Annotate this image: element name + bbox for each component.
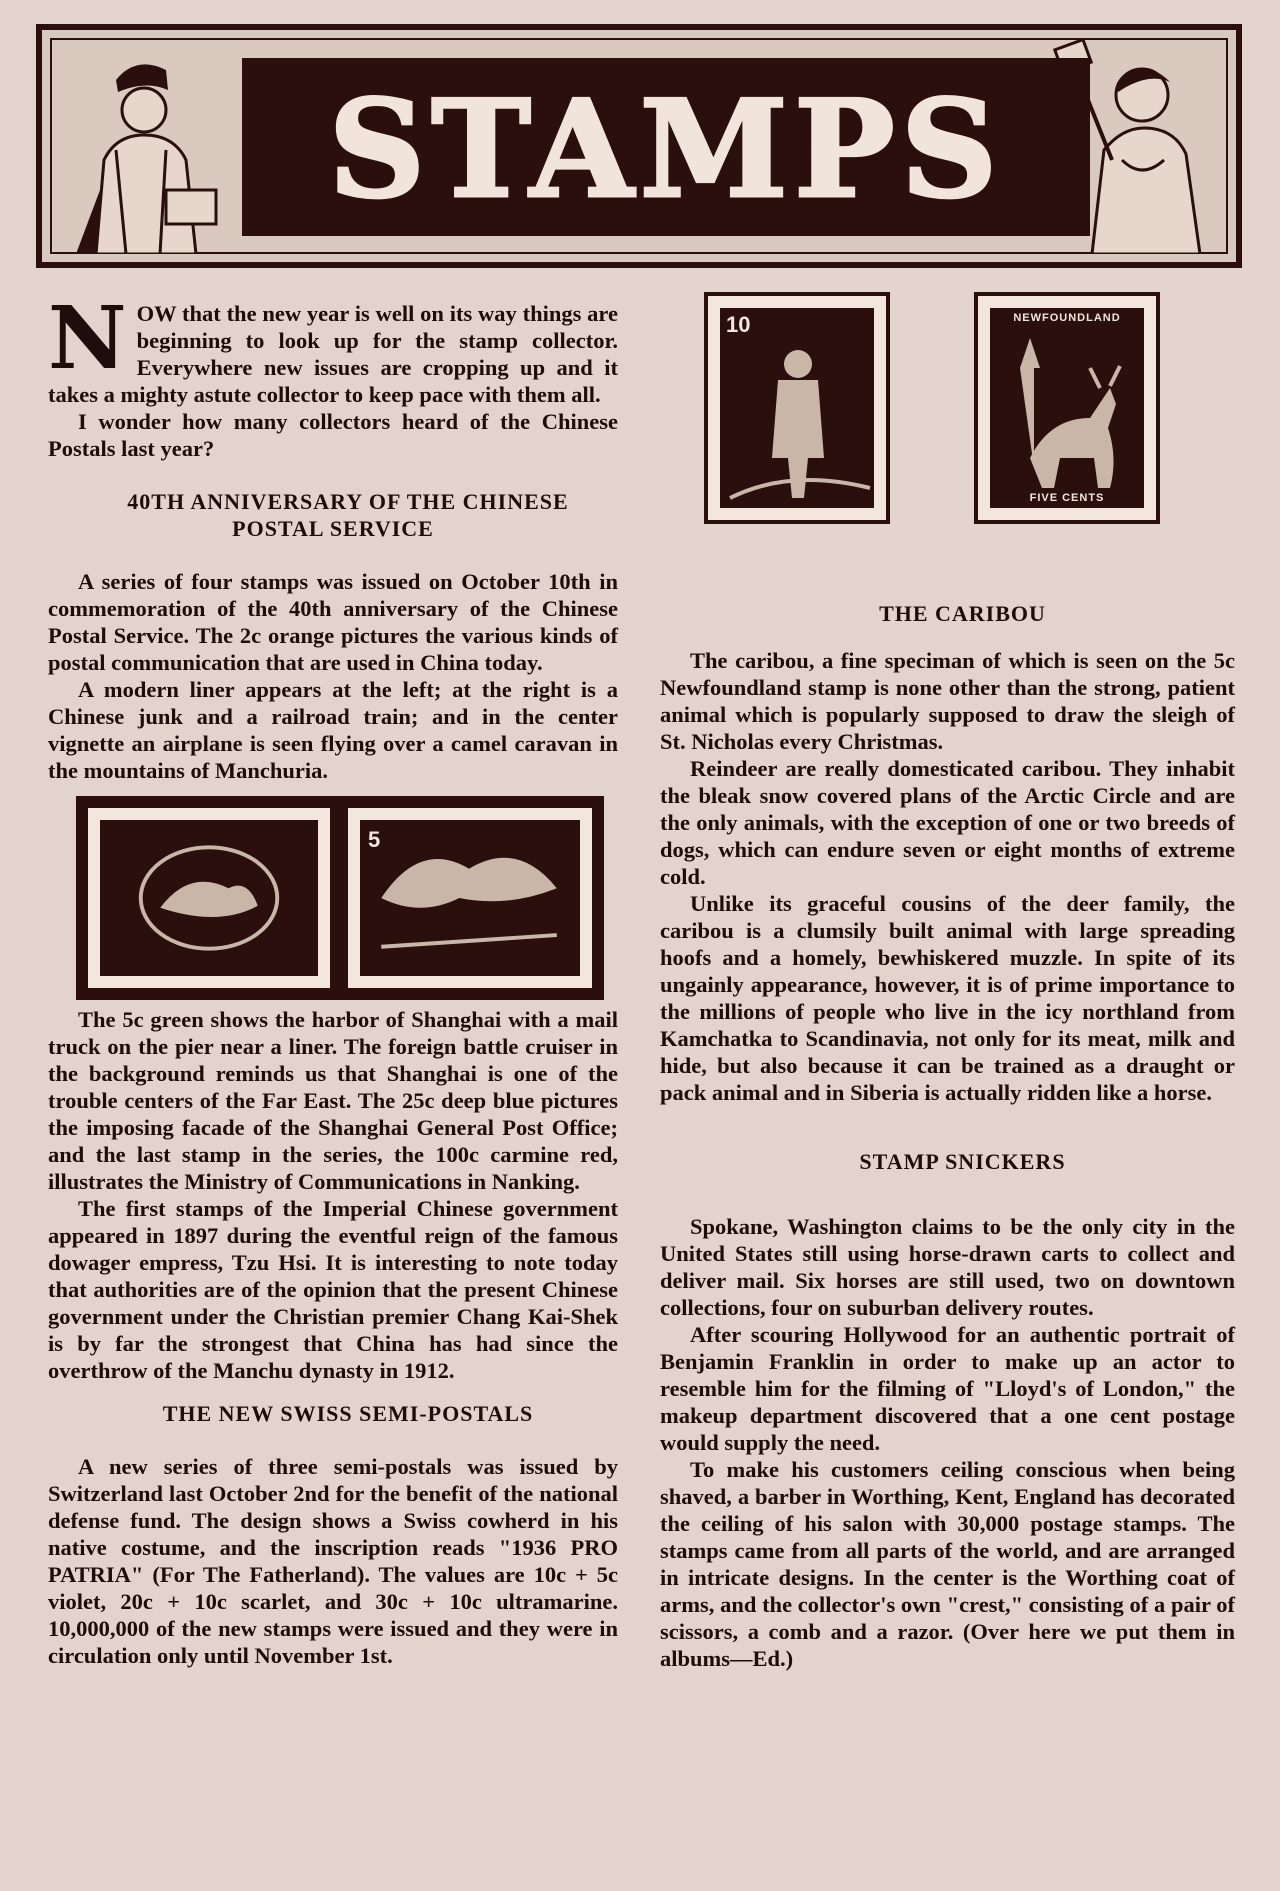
header-banner bbox=[36, 24, 1242, 268]
body-paragraph: The 5c green shows the harbor of Shanghai with a mail truck on the pier near a liner. The foreign battle cruiser in the background reminds us that Shanghai is one of the trouble centers of the Far East. The 25c deep blue pictures the imposing facade of the Shanghai General Post Office; and the last stamp in the series, the 100c carmine red, illustrates the Ministry of Communications in Nanking. bbox=[48, 1007, 618, 1194]
section-heading-swiss: THE NEW SWISS SEMI-POSTALS bbox=[162, 1401, 534, 1426]
body-paragraph: A new series of three semi-postals was issued by Switzerland last October 2nd for the benefit of the national defense fund. The design shows a Swiss cowherd in his native costume, and the inscription reads "1936 PRO PATRIA" (For The Fatherland). The values are 10c + 5c violet, 20c + 10c scarlet, and 30c + 10c ultramarine. 10,000,000 of the new stamps were issued and they were in circulation only until November 1st. bbox=[48, 1454, 618, 1668]
section-heading-snickers: STAMP SNICKERS bbox=[859, 1149, 1066, 1174]
stamp-vignette bbox=[720, 308, 874, 508]
left-column bbox=[48, 288, 618, 1669]
stamp-value: 5 bbox=[368, 827, 381, 852]
body-paragraph: Unlike its graceful cousins of the deer family, the caribou is a clumsily built animal with large spreading hoofs and a homely, bewhiskered muzzle. In spite of its ungainly appearance, however, it is of prime importance to the millions of people who live in the icy northland from Kamchatka to Scandinavia, not only for its meat, milk and hide, but also because it can be trained as a draught or pack animal and in Siberia is actually ridden like a horse. bbox=[660, 891, 1235, 1105]
body-paragraph: A series of four stamps was issued on October 10th in commemoration of the 40th anniversary of the Chinese Postal Service. The 2c orange pictures the various kinds of postal communication that are used in China today. bbox=[48, 569, 618, 675]
body-paragraph: To make his customers ceiling conscious when being shaved, a barber in Worthing, Kent, England has decorated the ceiling of his salon with 30,000 postage stamps. The stamps came from all parts of the world, and are arranged in intricate designs. In the center is the Worthing coat of arms, and the collector's own "crest," consisting of a pair of scissors, a comb and a razor. (Over here we put them in albums—Ed.) bbox=[660, 1457, 1235, 1671]
stamp-vignette bbox=[360, 820, 580, 976]
stamp-caption-top: NEWFOUNDLAND bbox=[1013, 312, 1121, 324]
chinese-stamps bbox=[48, 796, 618, 1006]
stamp-image bbox=[100, 820, 318, 976]
stamp-vignette bbox=[100, 820, 318, 976]
stamp-image bbox=[720, 308, 874, 508]
intro-paragraph: NOW that the new year is well on its way things are beginning to look up for the stamp collector. Everywhere new issues are cropping up and it takes a mighty astute collector to keep pace with them all. bbox=[48, 288, 618, 407]
stamp-newfoundland-caribou bbox=[974, 292, 1160, 524]
body-paragraph: Reindeer are really domesticated caribou. They inhabit the bleak snow covered plans of the Arctic Circle and are the only animals, with the exception of one or two breeds of dogs, which can endure seven or eight months of extreme cold. bbox=[660, 756, 1235, 889]
stamp-image bbox=[990, 308, 1144, 508]
section-heading-chinese: 40TH ANNIVERSARY OF THE CHINESE POSTAL SERVICE bbox=[127, 489, 569, 541]
section-heading-caribou: THE CARIBOU bbox=[879, 601, 1046, 626]
intro-paragraph: I wonder how many collectors heard of the Chinese Postals last year? bbox=[48, 409, 618, 461]
body-paragraph: Spokane, Washington claims to be the only city in the United States still using horse-drawn carts to collect and deliver mail. Six horses are still used, two on downtown collections, four on suburban delivery routes. bbox=[660, 1214, 1235, 1320]
body-paragraph: After scouring Hollywood for an authentic portrait of Benjamin Franklin in order to make up an actor to resemble him for the filming of "Lloyd's of London," the makeup department discovered that a one cent postage would supply the need. bbox=[660, 1322, 1235, 1455]
title-box bbox=[242, 58, 1090, 236]
stamp-chinese-2c bbox=[84, 804, 334, 992]
stamp-chinese-5c bbox=[344, 804, 596, 992]
postman-illustration bbox=[56, 40, 226, 254]
body-paragraph: The first stamps of the Imperial Chinese government appeared in 1897 during the eventful reign of the famous dowager empress, Tzu Hsi. It is interesting to note today that authorities are of the opinion that the present Chinese government under the Christian premier Chang Kai-Shek is by far the strongest that China has had since the overthrow of the Manchu dynasty in 1912. bbox=[48, 1196, 618, 1383]
stamp-vignette bbox=[990, 308, 1144, 508]
right-column bbox=[660, 600, 1235, 1672]
stamp-caption-bottom: FIVE CENTS bbox=[1029, 492, 1105, 504]
body-paragraph: The caribou, a fine speciman of which is seen on the 5c Newfoundland stamp is none other than the strong, patient animal which is popularly supposed to draw the sleigh of St. Nicholas every Christmas. bbox=[660, 648, 1235, 754]
drop-cap: N bbox=[48, 288, 127, 389]
page-title: STAMPS bbox=[328, 70, 1004, 228]
stamp-swiss bbox=[704, 292, 890, 524]
stamp-image bbox=[360, 820, 580, 976]
body-paragraph: A modern liner appears at the left; at the right is a Chinese junk and a railroad train; and in the center vignette an airplane is seen flying over a camel caravan in the mountains of Manchuria. bbox=[48, 677, 618, 783]
stamp-value: 10 bbox=[726, 312, 751, 337]
